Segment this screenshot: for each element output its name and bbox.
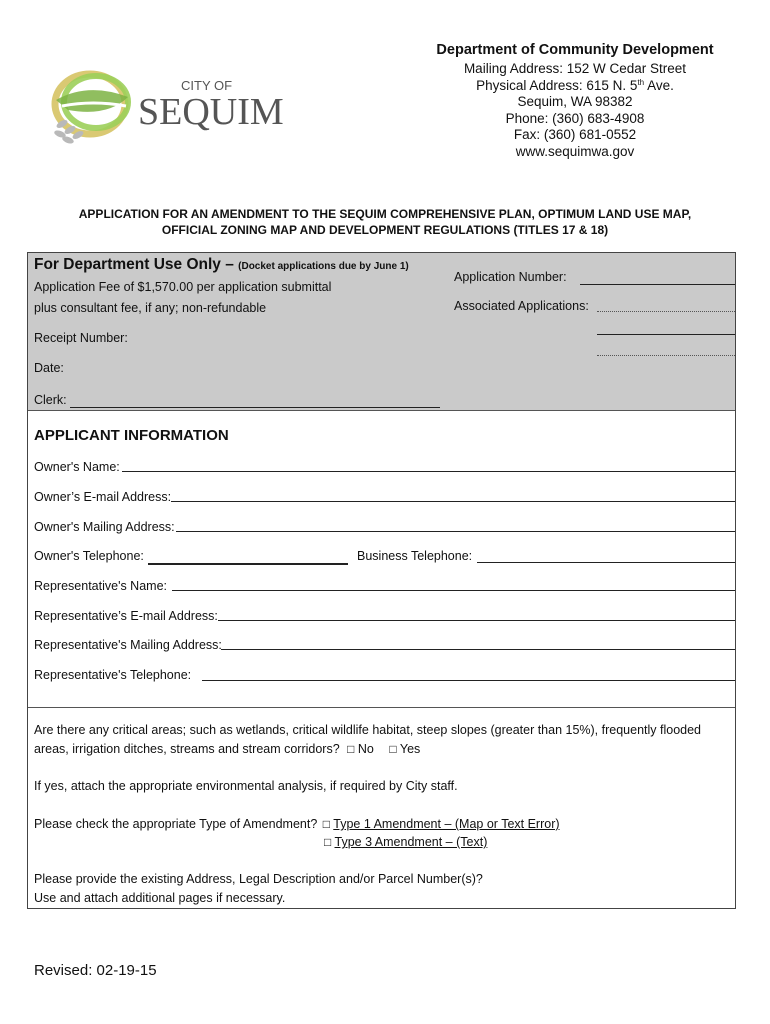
- logo-city-of: CITY OF: [181, 78, 233, 93]
- application-number-label: Application Number:: [454, 270, 567, 284]
- logo-name: SEQUIM: [138, 91, 284, 133]
- owner-telephone-line[interactable]: [148, 563, 348, 565]
- city-state-zip: Sequim, WA 98382: [517, 94, 633, 109]
- type-3-label: Type 3 Amendment – (Text): [334, 835, 488, 849]
- business-telephone-label: Business Telephone:: [357, 549, 473, 563]
- department-header: [400, 42, 750, 160]
- clerk-label: Clerk:: [34, 393, 67, 407]
- parcel-info-prompt: Please provide the existing Address, Legal Description and/or Parcel Number(s)?: [34, 872, 483, 886]
- representative-telephone-line[interactable]: [202, 680, 735, 681]
- critical-areas-yes-checkbox[interactable]: □: [389, 742, 397, 756]
- fee-line-2: plus consultant fee, if any; non-refundable: [34, 301, 267, 315]
- city-logo: [48, 62, 318, 162]
- representative-email-line[interactable]: [218, 620, 735, 621]
- representative-email-label: Representative’s E-mail Address:: [34, 609, 218, 623]
- representative-mailing-label: Representative's Mailing Address:: [34, 638, 222, 652]
- representative-telephone-label: Representative's Telephone:: [34, 668, 192, 682]
- representative-mailing-line[interactable]: [221, 649, 735, 650]
- additional-pages-note: Use and attach additional pages if necessary.: [34, 891, 286, 905]
- application-number-line[interactable]: [580, 284, 735, 285]
- amendment-type-row-2: [324, 835, 487, 849]
- owner-email-label: Owner’s E-mail Address:: [34, 490, 172, 504]
- department-use-heading: For Department Use Only – (Docket applications due by June 1): [34, 256, 409, 273]
- owner-telephone-label: Owner's Telephone:: [34, 549, 144, 563]
- department-title: Department of Community Development: [436, 42, 714, 58]
- type-3-checkbox[interactable]: □: [324, 835, 332, 849]
- owner-name-label: Owner's Name:: [34, 460, 120, 474]
- amendment-type-prompt: Please check the appropriate Type of Amendment?: [34, 817, 318, 831]
- applicant-information-heading: APPLICANT INFORMATION: [34, 427, 229, 444]
- critical-areas-question-line-1: Are there any critical areas; such as wetlands, critical wildlife habitat, steep slopes (greater than 15%), frequently flooded: [34, 723, 702, 737]
- environmental-analysis-note: If yes, attach the appropriate environmental analysis, if required by City staff.: [34, 779, 458, 793]
- owner-mailing-label: Owner's Mailing Address:: [34, 520, 175, 534]
- receipt-number-label: Receipt Number:: [34, 331, 128, 345]
- critical-areas-question-line-2: areas, irrigation ditches, streams and stream corridors? □ No □ Yes: [34, 742, 421, 756]
- owner-name-line[interactable]: [122, 471, 735, 472]
- department-use-box: [28, 253, 735, 411]
- physical-address: Physical Address: 615 N. 5th Ave.: [476, 77, 674, 93]
- clerk-input-line[interactable]: [70, 407, 440, 408]
- critical-areas-no-checkbox[interactable]: □: [347, 742, 355, 756]
- revision-date: Revised: 02-19-15: [34, 962, 157, 979]
- associated-applications-line-1[interactable]: [597, 311, 735, 312]
- representative-name-line[interactable]: [172, 590, 735, 591]
- type-1-label: Type 1 Amendment – (Map or Text Error): [333, 817, 560, 831]
- associated-applications-line-2[interactable]: [597, 334, 735, 335]
- amendment-type-row-1: [34, 817, 560, 831]
- website-link[interactable]: www.sequimwa.gov: [515, 143, 635, 159]
- associated-applications-label: Associated Applications:: [454, 299, 589, 313]
- section-divider: [28, 707, 735, 708]
- fee-line-1: Application Fee of $1,570.00 per application submittal: [34, 280, 332, 294]
- fax: Fax: (360) 681-0552: [513, 127, 637, 142]
- owner-mailing-line[interactable]: [176, 531, 735, 532]
- associated-applications-line-3[interactable]: [597, 355, 735, 356]
- mailing-address: Mailing Address: 152 W Cedar Street: [463, 61, 687, 76]
- date-label: Date:: [34, 361, 64, 375]
- critical-areas-yes-label: Yes: [399, 742, 421, 756]
- representative-name-label: Representative's Name:: [34, 579, 168, 593]
- phone: Phone: (360) 683-4908: [505, 110, 645, 126]
- owner-email-line[interactable]: [171, 501, 735, 502]
- application-title: APPLICATION FOR AN AMENDMENT TO THE SEQUIM COMPREHENSIVE PLAN, OPTIMUM LAND USE MAP, OFFICIAL ZONING MAP AND DEVELOPMENT REGULATIONS (TITLES 17 & 18): [78, 207, 692, 237]
- critical-areas-no-label: No: [357, 742, 374, 756]
- type-1-checkbox[interactable]: □: [322, 817, 331, 831]
- business-telephone-line[interactable]: [477, 562, 735, 563]
